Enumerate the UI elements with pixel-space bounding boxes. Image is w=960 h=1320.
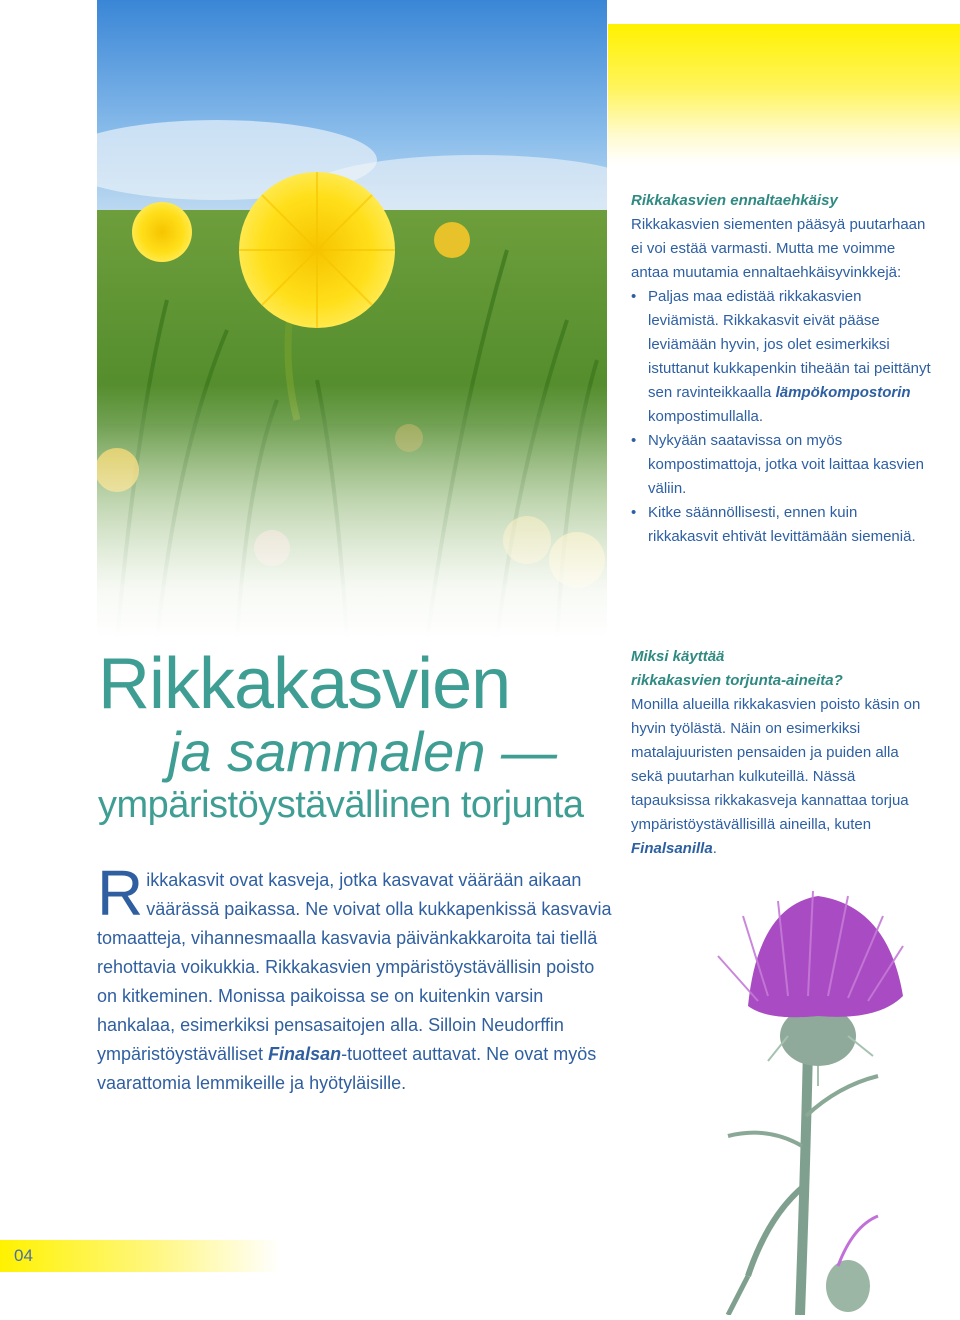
why-text-body: Monilla alueilla rikkakasvien poisto käsin on hyvin työlästä. Näin on esimerkiksi matalajuuristen pensaiden ja puiden alla sekä puutarhan kulkuteillä. Nässä tapauksissa rikkakasveja kannattaa torjua ympäristöystävällisillä aineilla, kuten xyxy=(631,696,921,833)
page-subtitle: ja sammalen — xyxy=(168,720,558,783)
drop-cap: R xyxy=(97,857,144,929)
photo-fade-overlay xyxy=(97,0,607,640)
yellow-accent-band xyxy=(608,24,960,164)
why-text-end: . xyxy=(712,840,717,857)
why-section xyxy=(631,645,931,861)
list-item: • Kitke säännöllisesti, ennen kuin rikkakasvit ehtivät levittämään siemeniä. xyxy=(631,501,931,549)
thistle-image xyxy=(688,886,918,1315)
bullet1-end: kompostimullalla. xyxy=(648,408,764,425)
page-tagline: ympäristöystävällinen torjunta xyxy=(98,784,584,826)
footer-band xyxy=(0,1240,280,1272)
list-item: • Nykyään saatavissa on myös kompostimattoja, jotka voit laittaa kasvien väliin. xyxy=(631,429,931,501)
page-number: 04 xyxy=(14,1246,33,1265)
page-title: Rikkakasvien xyxy=(98,644,511,724)
intro-brand: Finalsan xyxy=(268,1044,342,1064)
intro-text: ikkakasvit ovat kasveja, jotka kasvavat väärään aikaan väärässä paikassa. Ne voivat olla kukkapenkissä kasvavia tomaatteja, vihannesmaalla kasvavia päivänkakkaroita tai tiellä rehottavia voikukkia. Rikkakasvien ympäristöystävällisin poisto on kitkeminen. Monissa paikoissa se on kuitenkin varsin hankalaa, esimerkiksi pensasaitojen alla. Silloin Neudorffin ympäristöystävälliset xyxy=(97,870,612,1064)
prevention-section xyxy=(631,189,931,549)
bullet1-emphasis: lämpökompostorin xyxy=(775,384,911,401)
dandelion-photo xyxy=(97,0,607,640)
prevention-list xyxy=(631,285,931,549)
prevention-heading: Rikkakasvien ennaltaehkäisy xyxy=(631,192,838,209)
list-item xyxy=(631,285,931,429)
why-brand: Finalsanilla xyxy=(631,840,713,857)
why-heading-line1: Miksi käyttää xyxy=(631,648,725,665)
prevention-lead: Rikkakasvien siementen pääsyä puutarhaan ei voi estää varmasti. Mutta me voimme antaa muutamia ennaltaehkäisyvinkkejä: xyxy=(631,216,926,281)
why-text xyxy=(631,693,931,861)
why-heading-line2: rikkakasvien torjunta-aineita? xyxy=(631,672,843,689)
intro-paragraph xyxy=(97,857,617,1098)
bullet1-text: Paljas maa edistää rikkakasvien leviämistä. Rikkakasvit eivät pääse leviämään hyvin, jos olet esimerkiksi istuttanut kukkapenkin tiheään tai peittänyt sen ravinteikkaalla xyxy=(648,288,931,401)
intro-text-end: -tuotteet auttavat. Ne ovat myös vaarattomia lemmikeille ja hyötyläisille. xyxy=(97,1044,597,1093)
